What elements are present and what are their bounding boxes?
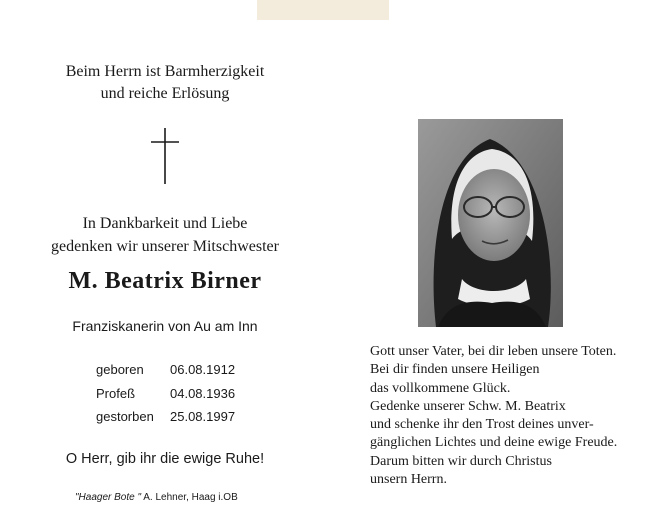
verse-line: das vollkommene Glück.	[370, 380, 511, 396]
portrait-photo	[418, 119, 563, 327]
verse-line: unsern Herrn.	[370, 472, 447, 488]
verse-line: Bei dir finden unsere Heiligen	[370, 362, 540, 378]
intro-line-2: gedenken wir unserer Mitschwester	[51, 238, 279, 255]
life-date-row	[96, 409, 235, 424]
life-date-label: geboren	[96, 362, 144, 377]
left-column	[0, 0, 330, 513]
verse-line: Darum bitten wir durch Christus	[370, 453, 552, 469]
life-date-row	[96, 362, 235, 377]
intro-text	[0, 212, 330, 258]
verse-line: Gedenke unserer Schw. M. Beatrix	[370, 398, 566, 414]
life-date-value: 25.08.1997	[170, 409, 236, 424]
motto	[0, 61, 330, 105]
portrait-image	[418, 119, 563, 327]
life-date-row	[96, 386, 235, 401]
printer-name: "Haager Bote "	[75, 492, 142, 503]
life-date-label: Profeß	[96, 386, 136, 401]
cross-icon	[151, 128, 179, 184]
printer-address: A. Lehner, Haag i.OB	[141, 492, 238, 503]
life-date-value: 06.08.1912	[170, 362, 236, 377]
life-date-label: gestorben	[96, 409, 154, 424]
prayer-verse	[370, 343, 617, 489]
motto-line-2: und reiche Erlösung	[100, 85, 230, 102]
verse-line: und schenke ihr den Trost deines unver-	[370, 417, 594, 433]
deceased-name: M. Beatrix Birner	[68, 268, 262, 294]
verse-line: gänglichen Lichtes und deine ewige Freude.	[370, 435, 618, 451]
intro-line-1: In Dankbarkeit und Liebe	[82, 215, 248, 232]
verse-line: Gott unser Vater, bei dir leben unsere Toten.	[370, 344, 617, 359]
affiliation: Franziskanerin von Au am Inn	[72, 318, 258, 334]
closing-prayer: O Herr, gib ihr die ewige Ruhe!	[65, 451, 265, 467]
motto-line-1: Beim Herrn ist Barmherzigkeit	[65, 63, 265, 80]
life-date-value: 04.08.1936	[170, 386, 236, 401]
printer-credit	[75, 492, 238, 503]
